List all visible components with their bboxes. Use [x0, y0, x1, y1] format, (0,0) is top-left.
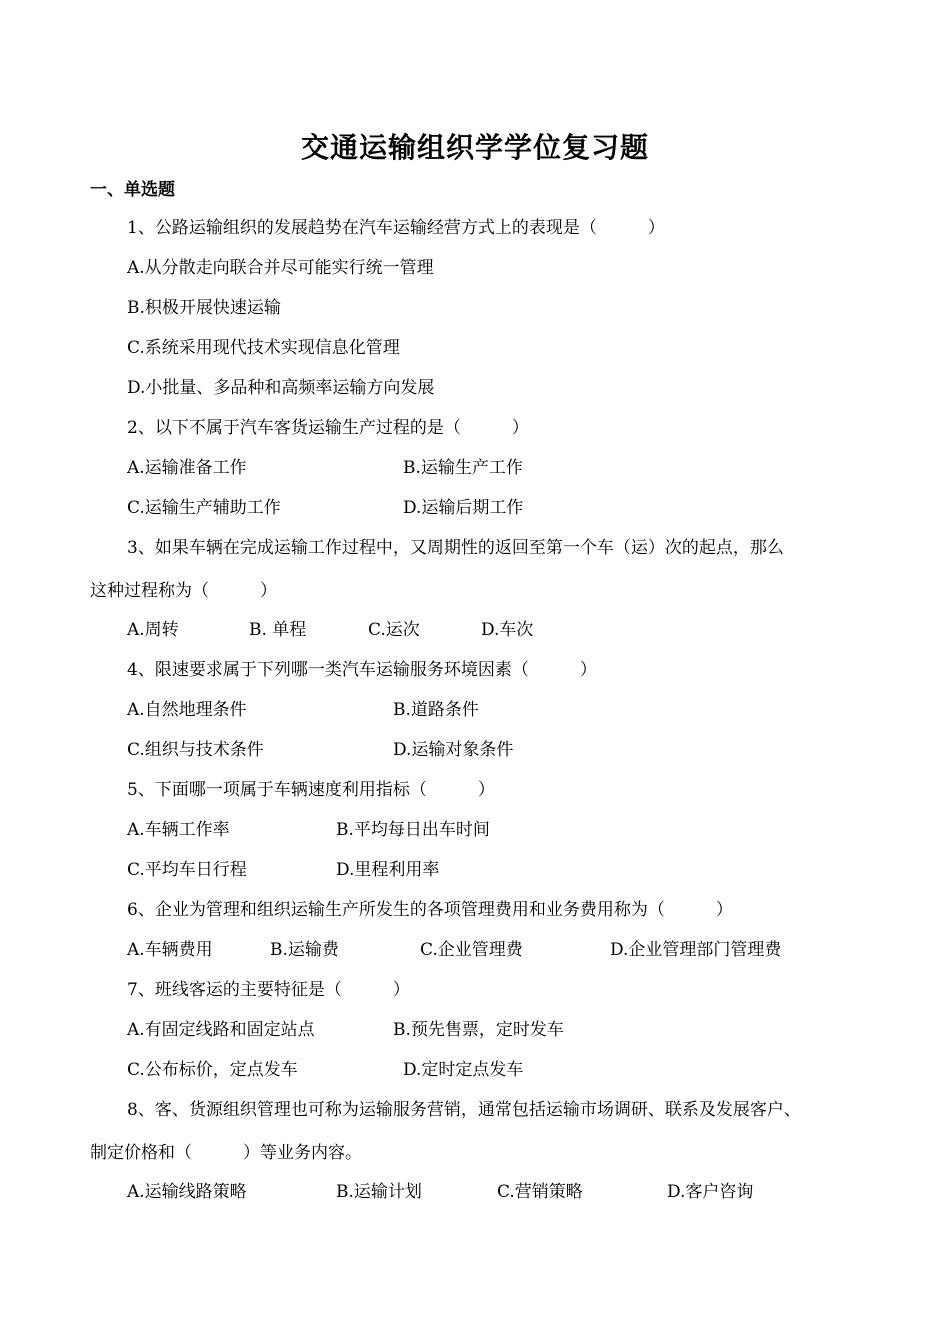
question-3-stem-line-1: 3、如果车辆在完成运输工作过程中，又周期性的返回至第一个车（运）次的起点，那么	[127, 538, 784, 558]
question-1-stem: 1、公路运输组织的发展趋势在汽车运输经营方式上的表现是（ ）	[127, 218, 665, 238]
question-3-option-a: A.周转	[127, 620, 179, 640]
question-1-option-d: D.小批量、多品种和高频率运输方向发展	[127, 378, 435, 398]
question-6-option-a: A.车辆费用	[127, 940, 213, 960]
question-5-option-c: C.平均车日行程	[127, 860, 247, 880]
question-8-stem-line-1: 8、客、货源组织管理也可称为运输服务营销，通常包括运输市场调研、联系及发展客户、	[127, 1100, 801, 1120]
question-7-option-a: A.有固定线路和固定站点	[127, 1020, 315, 1040]
section-heading: 一、单选题	[90, 180, 175, 200]
question-5-option-a: A.车辆工作率	[127, 820, 230, 840]
question-2-option-a: A.运输准备工作	[127, 458, 247, 478]
question-2-stem: 2、以下不属于汽车客货运输生产过程的是（ ）	[127, 418, 529, 438]
question-4-option-c: C.组织与技术条件	[127, 740, 264, 760]
question-1-option-c: C.系统采用现代技术实现信息化管理	[127, 338, 400, 358]
question-3-stem-line-2: 这种过程称为（ ）	[90, 581, 277, 601]
question-7-option-b: B.预先售票，定时发车	[393, 1020, 564, 1040]
question-7-option-d: D.定时定点发车	[403, 1060, 524, 1080]
question-1-option-b: B.积极开展快速运输	[127, 298, 281, 318]
question-7-option-c: C.公布标价，定点发车	[127, 1060, 298, 1080]
question-6-stem: 6、企业为管理和组织运输生产所发生的各项管理费用和业务费用称为（ ）	[127, 900, 733, 920]
question-3-option-d: D.车次	[481, 620, 534, 640]
question-4-option-a: A.自然地理条件	[127, 700, 247, 720]
question-8-option-a: A.运输线路策略	[127, 1182, 247, 1202]
question-5-option-b: B.平均每日出车时间	[336, 820, 490, 840]
question-8-option-d: D.客户咨询	[667, 1182, 754, 1202]
question-5-stem: 5、下面哪一项属于车辆速度利用指标（ ）	[127, 780, 495, 800]
question-3-option-b: B. 单程	[249, 620, 307, 640]
question-6-option-b: B.运输费	[270, 940, 339, 960]
question-6-option-c: C.企业管理费	[420, 940, 523, 960]
question-1-option-a: A.从分散走向联合并尽可能实行统一管理	[127, 258, 434, 278]
question-2-option-c: C.运输生产辅助工作	[127, 498, 281, 518]
question-8-stem-line-2: 制定价格和（ ）等业务内容。	[90, 1143, 362, 1163]
question-4-stem: 4、限速要求属于下列哪一类汽车运输服务环境因素（ ）	[127, 660, 597, 680]
question-7-stem: 7、班线客运的主要特征是（ ）	[127, 980, 410, 1000]
question-8-option-b: B.运输计划	[336, 1182, 422, 1202]
question-6-option-d: D.企业管理部门管理费	[610, 940, 782, 960]
question-4-option-b: B.道路条件	[393, 700, 479, 720]
question-5-option-d: D.里程利用率	[336, 860, 440, 880]
question-2-option-b: B.运输生产工作	[403, 458, 523, 478]
question-8-option-c: C.营销策略	[497, 1182, 583, 1202]
page-title: 交通运输组织学学位复习题	[300, 131, 649, 164]
question-2-option-d: D.运输后期工作	[403, 498, 524, 518]
question-3-option-c: C.运次	[368, 620, 420, 640]
question-4-option-d: D.运输对象条件	[393, 740, 514, 760]
